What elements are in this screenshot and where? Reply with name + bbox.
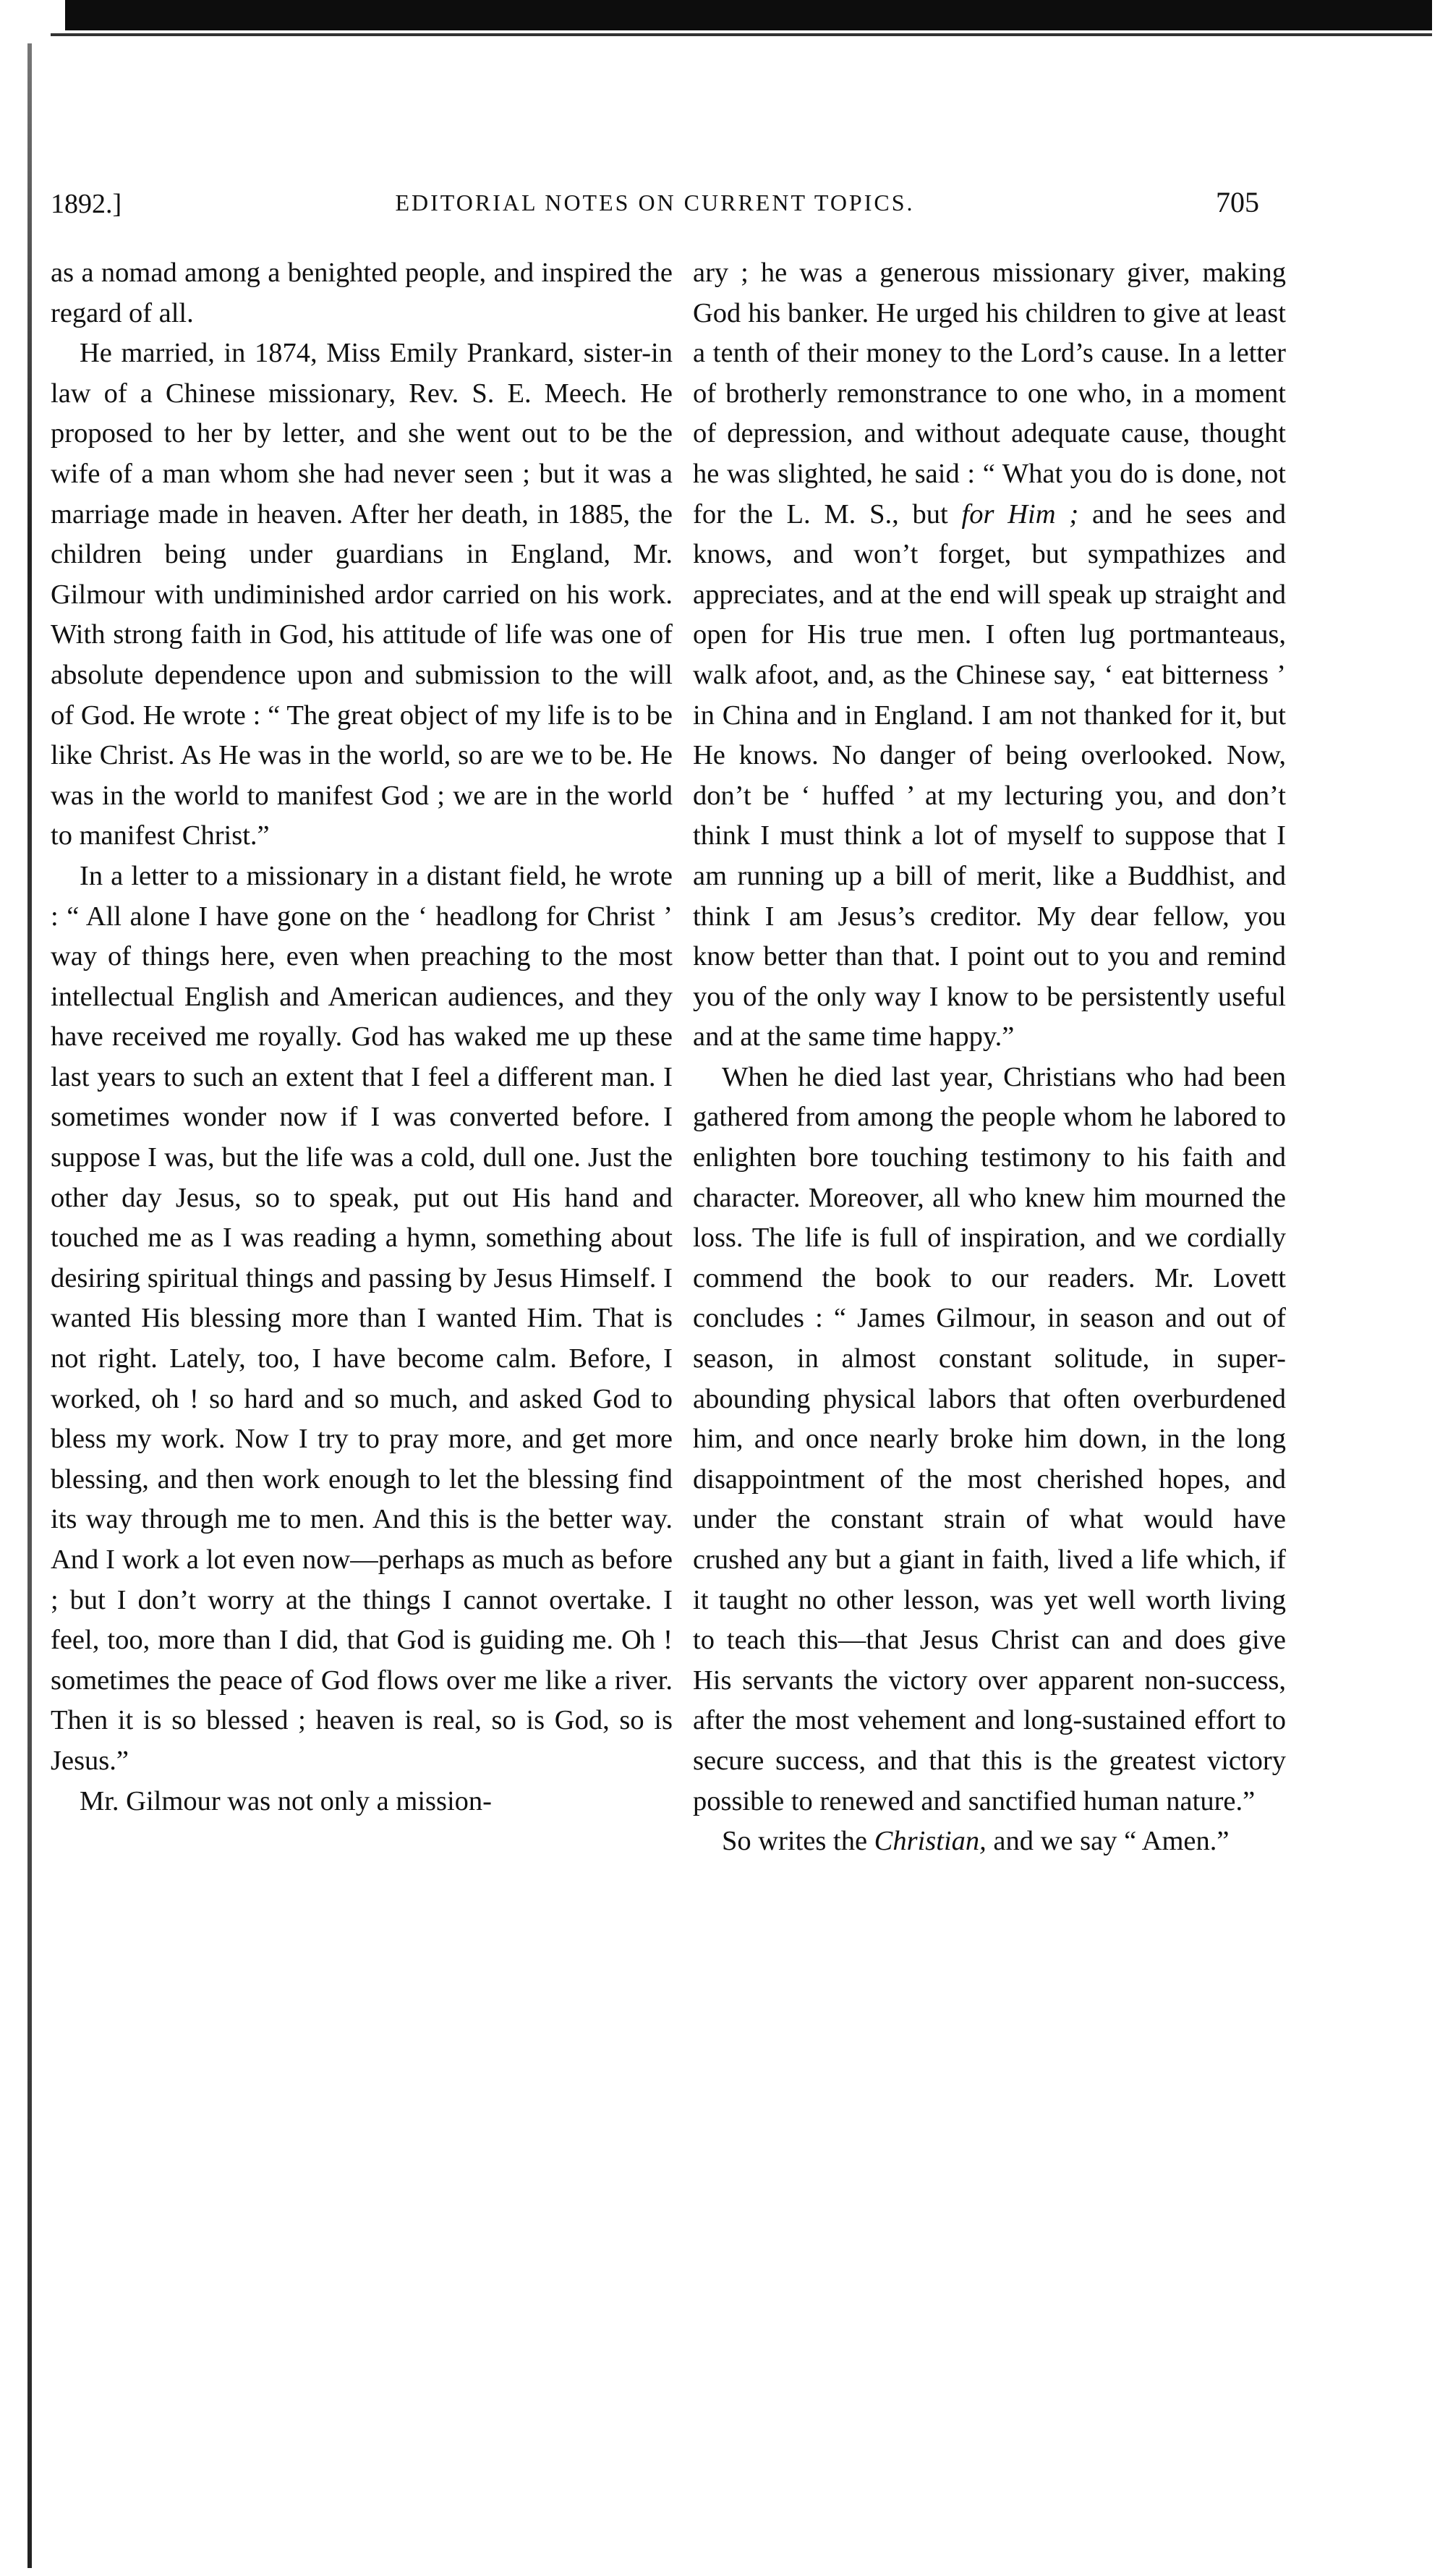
paragraph-text: and we say “ Amen.” (986, 1826, 1230, 1857)
publication-title: Christian, (874, 1826, 987, 1857)
page-header (51, 181, 1259, 224)
paragraph (693, 253, 1286, 1058)
paragraph (693, 1822, 1286, 1862)
paragraph-text: ary ; he was a generous missionary giver, making God his banker. He urged his children to give at least a tenth of their money to the Lord’s cause. In a letter of brotherly remonstrance to one who, in a moment of depression, and without adequate cause, thought he was slighted, he said : “ What you do is done, not for the L. M. S., but (693, 258, 1286, 530)
running-title: EDITORIAL NOTES ON CURRENT TOPICS. (395, 190, 915, 216)
right-column (693, 253, 1286, 1862)
header-year: 1892.] (51, 189, 122, 219)
paragraph: as a nomad among a benighted people, and inspired the regard of all. (51, 258, 673, 328)
paragraph: When he died last year, Christians who had been gathered from among the people whom he labored to enlighten bore touching testimony to his faith and character. Moreover, all who knew him mourned the loss. The life is full of inspiration, and we cordially commend the book to our readers. Mr. Lovett concludes : “ James Gilmour, in season and out of season, in almost constant solitude, in super-abounding physical labors that often overburdened him, and once nearly broke him down, in the long disappointment of the most cherished hopes, and under the constant strain of what would have crushed any but a giant in faith, lived a life which, if it taught no other lesson, was yet well worth living to teach this—that Jesus Christ can and does give His servants the victory over apparent non-success, after the most vehement and long-sustained effort to secure success, and that this is the greatest victory possible to renewed and sanctified human nature.” (693, 1061, 1286, 1816)
paragraph: He married, in 1874, Miss Emily Prankard, sister-in law of a Chinese missionary, Rev. S. E. Meech. He proposed to her by letter, and she went out to be the wife of a man whom she had never seen ; but it was a marriage made in heaven. After her death, in 1885, the children being under guardians in England, Mr. Gilmour with undiminished ardor carried on his work. With strong faith in God, his attitude of life was one of absolute dependence upon and submission to the will of God. He wrote : “ The great object of my life is to be like Christ. As He was in the world, so are we to be. He was in the world to manifest God ; we are in the world to manifest Christ.” (51, 338, 673, 851)
scan-binding-edge (27, 43, 32, 2568)
paragraph-text: So writes the (722, 1826, 874, 1857)
page-number: 705 (1216, 186, 1259, 218)
paragraph-text: and he sees and knows, and won’t forget, but sympathizes and appreciates, and at the end will speak up straight and open for His true men. I often lug portmanteaus, walk afoot, and, as the Chinese say, ‘ eat bitterness ’ in China and in England. I am not thanked for it, but He knows. No danger of being overlooked. Now, don’t be ‘ huffed ’ at my lecturing you, and don’t think I must think a lot of myself to suppose that I am running up a bill of merit, like a Buddhist, and think I am Jesus’s creditor. My dear fellow, you know better than that. I point out to you and remind you of the only way I know to be persistently useful and at the same time happy.” (693, 498, 1286, 1053)
emphasis-text: for Him ; (961, 498, 1079, 530)
paragraph: Mr. Gilmour was not only a mission- (80, 1785, 492, 1816)
scan-top-rule (51, 33, 1432, 36)
left-column (51, 253, 673, 1822)
paragraph: In a letter to a missionary in a distant field, he wrote : “ All alone I have gone on the ‘ headlong for Christ ’ way of things here, even when preaching to the most intellectual English and American audiences, and they have received me royally. God has waked me up these last years to such an extent that I feel a different man. I sometimes wonder now if I was converted before. I suppose I was, but the life was a cold, dull one. Just the other day Jesus, so to speak, put out His hand and touched me as I was reading a hymn, something about desiring spiritual things and passing by Jesus Himself. I wanted His blessing more than I wanted Him. That is not right. Lately, too, I have become calm. Before, I worked, oh ! so hard and so much, and asked God to bless my work. Now I try to pray more, and get more blessing, and then work enough to let the blessing find its way through me to men. And this is the better way. And I work a lot even now—perhaps as much as before ; but I don’t worry at the things I cannot overtake. I feel, too, more than I did, that God is guiding me. Oh ! sometimes the peace of God flows over me like a river. Then it is so blessed ; heaven is real, so is God, so is Jesus.” (51, 860, 673, 1776)
scan-top-border (65, 0, 1432, 30)
